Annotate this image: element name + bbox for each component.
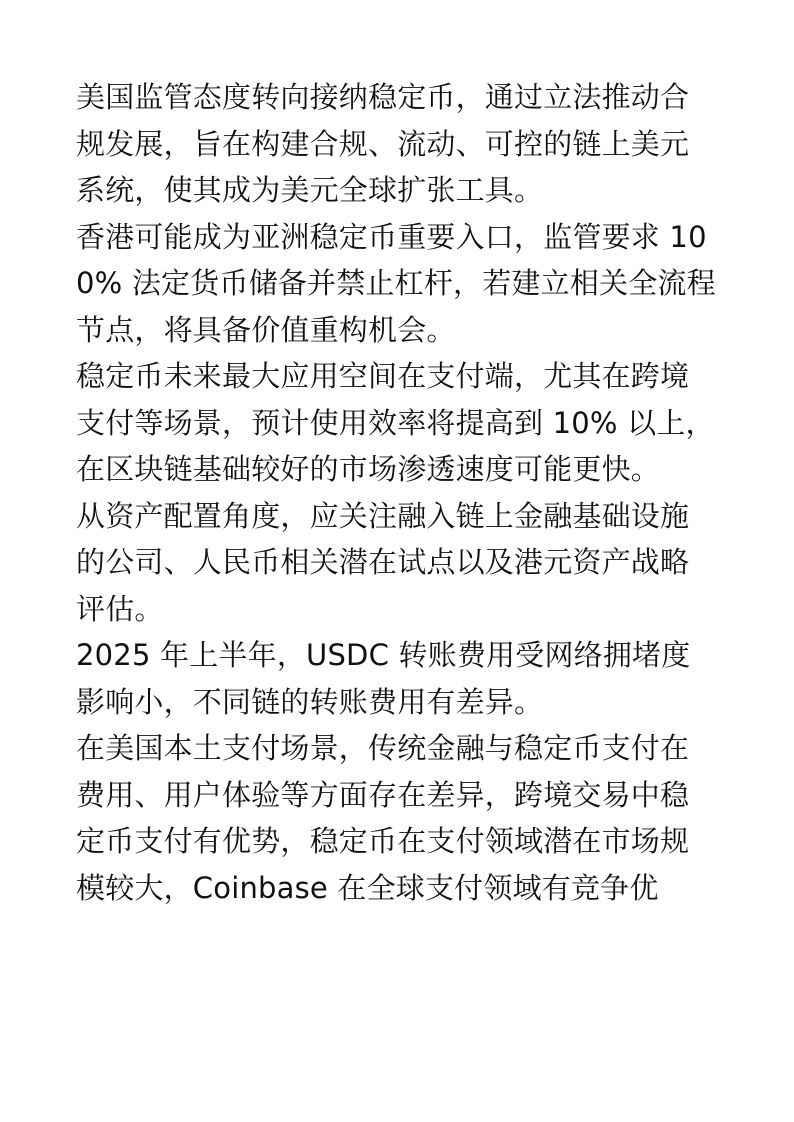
paragraph-usdc-fees: 2025 年上半年，USDC 转账费用受网络拥堵度影响小，不同链的转账费用有差异。 (76, 638, 691, 719)
paragraph-us-payment-scenario: 在美国本土支付场景，传统金融与稳定币支付在费用、用户体验等方面存在差异，跨境交易中稳定币支付有优势，稳定币在支付领域潜在市场规模较大，Coinbase 在全球支付领域有竞争优 (76, 731, 690, 905)
paragraph-asset-allocation: 从资产配置角度，应关注融入链上金融基础设施的公司、人民币相关潜在试点以及港元资产战略评估。 (76, 498, 690, 626)
paragraph-payment-usage: 稳定币未来最大应用空间在支付端，尤其在跨境支付等场景，预计使用效率将提高到 10% 以上，在区块链基础较好的市场渗透速度可能更快。 (76, 359, 715, 486)
paragraph-hong-kong: 香港可能成为亚洲稳定币重要入口，监管要求 100% 法定货币储备并禁止杠杆，若建立相关全流程节点，将具备价值重构机会。 (76, 219, 716, 347)
document-body (76, 74, 716, 911)
paragraph-us-regulation: 美国监管态度转向接纳稳定币，通过立法推动合规发展，旨在构建合规、流动、可控的链上美元系统，使其成为美元全球扩张工具。 (76, 80, 690, 207)
